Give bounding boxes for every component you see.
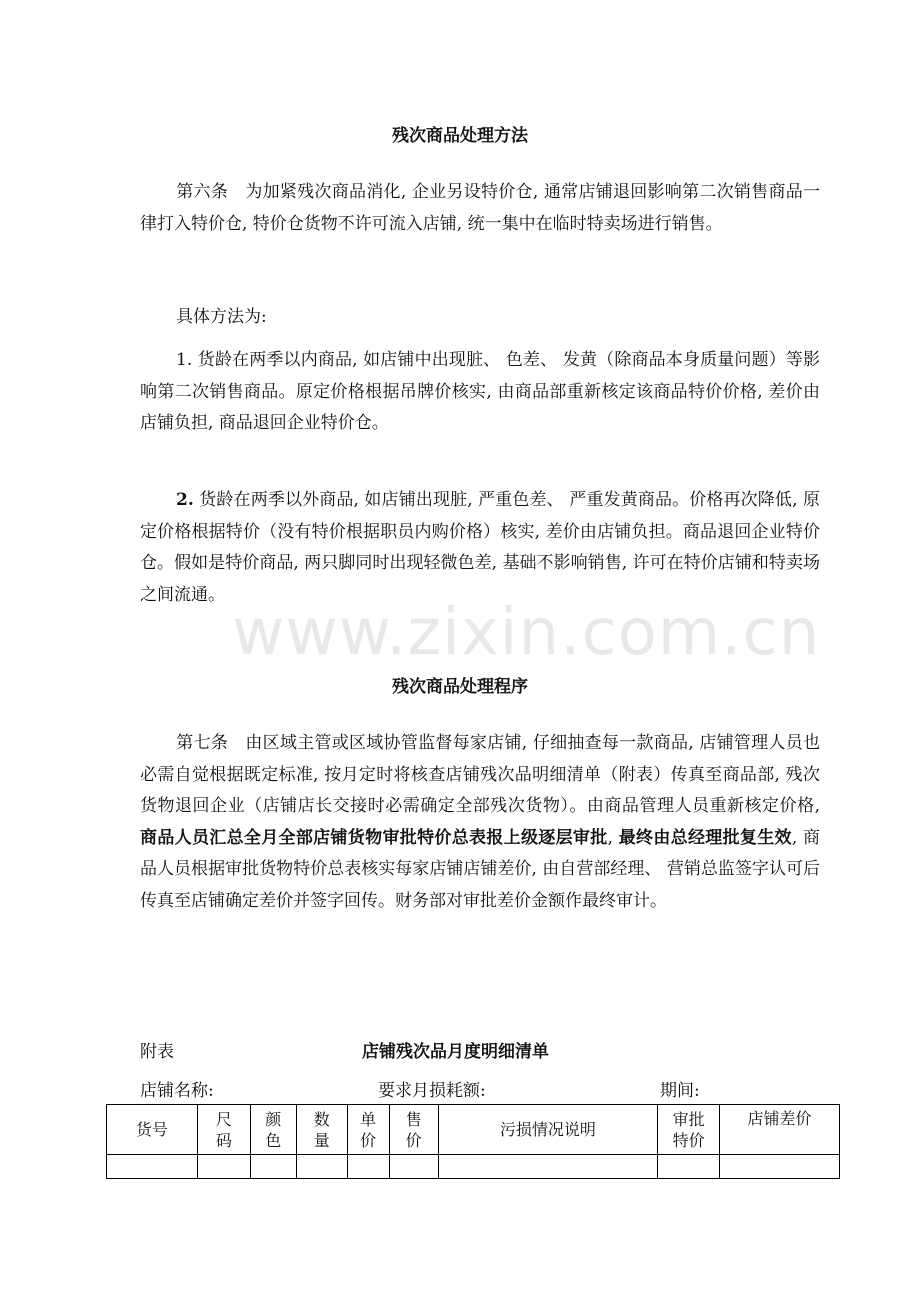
header-unit-price: 单价: [347, 1105, 389, 1155]
store-name-label: 店铺名称:: [140, 1081, 214, 1101]
method-item-2-number: 2.: [176, 490, 194, 510]
article-7-bold-2: 最终由总经理批复生效: [618, 827, 792, 848]
section-title-procedure: 残次商品处理程序: [392, 677, 528, 697]
methods-heading-text: 具体方法为:: [176, 307, 267, 327]
table-cell[interactable]: [389, 1155, 438, 1179]
article-7: [140, 728, 820, 917]
table-cell[interactable]: [107, 1155, 198, 1179]
header-approved-price: 审批特价: [658, 1105, 720, 1155]
table-cell[interactable]: [296, 1155, 347, 1179]
defect-list-table: [106, 1104, 840, 1179]
table-cell[interactable]: [658, 1155, 720, 1179]
method-item-1-text: 货龄在两季以内商品, 如店铺中出现脏、 色差、 发黄（除商品本身质量问题）等影响第二次销售商品。原定价格根据吊牌价核实, 由商品部重新核定该商品特价价格, 差价由店铺负担, 商品退回企业特价仓。: [140, 350, 820, 433]
article-7-text-b: ,: [607, 827, 619, 848]
article-7-bold-1: 商品人员汇总全月全部店铺货物审批特价总表报上级逐层审批: [140, 827, 608, 848]
methods-heading: [140, 302, 820, 334]
article-7-text-a: 第七条 由区域主管或区域协管监督每家店铺, 仔细抽查每一款商品, 店铺管理人员也必需自觉根据既定标准, 按月定时将核查店铺残次品明细清单（附表）传真至商品部, 残次货物退回企业（店铺店长交接时必需确定全部残次货物）。由商品管理人员重新核定价格,: [140, 733, 820, 816]
article-6-text: 第六条 为加紧残次商品消化, 企业另设特价仓, 通常店铺退回影响第二次销售商品一律打入特价仓, 特价仓货物不许可流入店铺, 统一集中在临时特卖场进行销售。: [140, 182, 820, 234]
article-7-text-c: , 商品人员根据审批货物特价总表核实每家店铺店铺差价, 由自营部经理、 营销总监签字认可后传真至店铺确定差价并签字回传。财务部对审批差价金额作最终审计。: [140, 827, 821, 911]
table-header-row: [107, 1105, 840, 1155]
period-label: 期间:: [660, 1081, 700, 1101]
method-item-1-number: 1.: [176, 350, 193, 370]
annex-title: 店铺残次品月度明细清单: [362, 1042, 549, 1062]
header-store-difference: 店铺差价: [720, 1105, 840, 1155]
method-item-1: [140, 345, 820, 440]
header-item-no: 货号: [107, 1105, 198, 1155]
header-quantity: 数量: [296, 1105, 347, 1155]
header-sale-price: 售价: [389, 1105, 438, 1155]
table-cell[interactable]: [438, 1155, 658, 1179]
table-cell[interactable]: [250, 1155, 296, 1179]
table-cell[interactable]: [720, 1155, 840, 1179]
table-cell[interactable]: [197, 1155, 250, 1179]
header-color: 颜色: [250, 1105, 296, 1155]
monthly-loss-label: 要求月损耗额:: [378, 1081, 486, 1101]
table-row: [107, 1155, 840, 1179]
method-item-2-text: 货龄在两季以外商品, 如店铺出现脏, 严重色差、 严重发黄商品。价格再次降低, 原定价格根据特价（没有特价根据职员内购价格）核实, 差价由店铺负担。商品退回企业特价仓。假如是特价商品, 两只脚同时出现轻微色差, 基础不影响销售, 许可在特价店铺和特卖场之间流通。: [140, 490, 821, 605]
article-6: [140, 177, 820, 240]
table-cell[interactable]: [347, 1155, 389, 1179]
section-title-methods: 残次商品处理方法: [392, 126, 528, 146]
method-item-2: [140, 485, 820, 611]
annex-label: 附表: [140, 1042, 174, 1062]
header-damage-description: 污损情况说明: [438, 1105, 658, 1155]
header-size: 尺码: [197, 1105, 250, 1155]
watermark: www.zixin.com.cn: [232, 596, 821, 670]
